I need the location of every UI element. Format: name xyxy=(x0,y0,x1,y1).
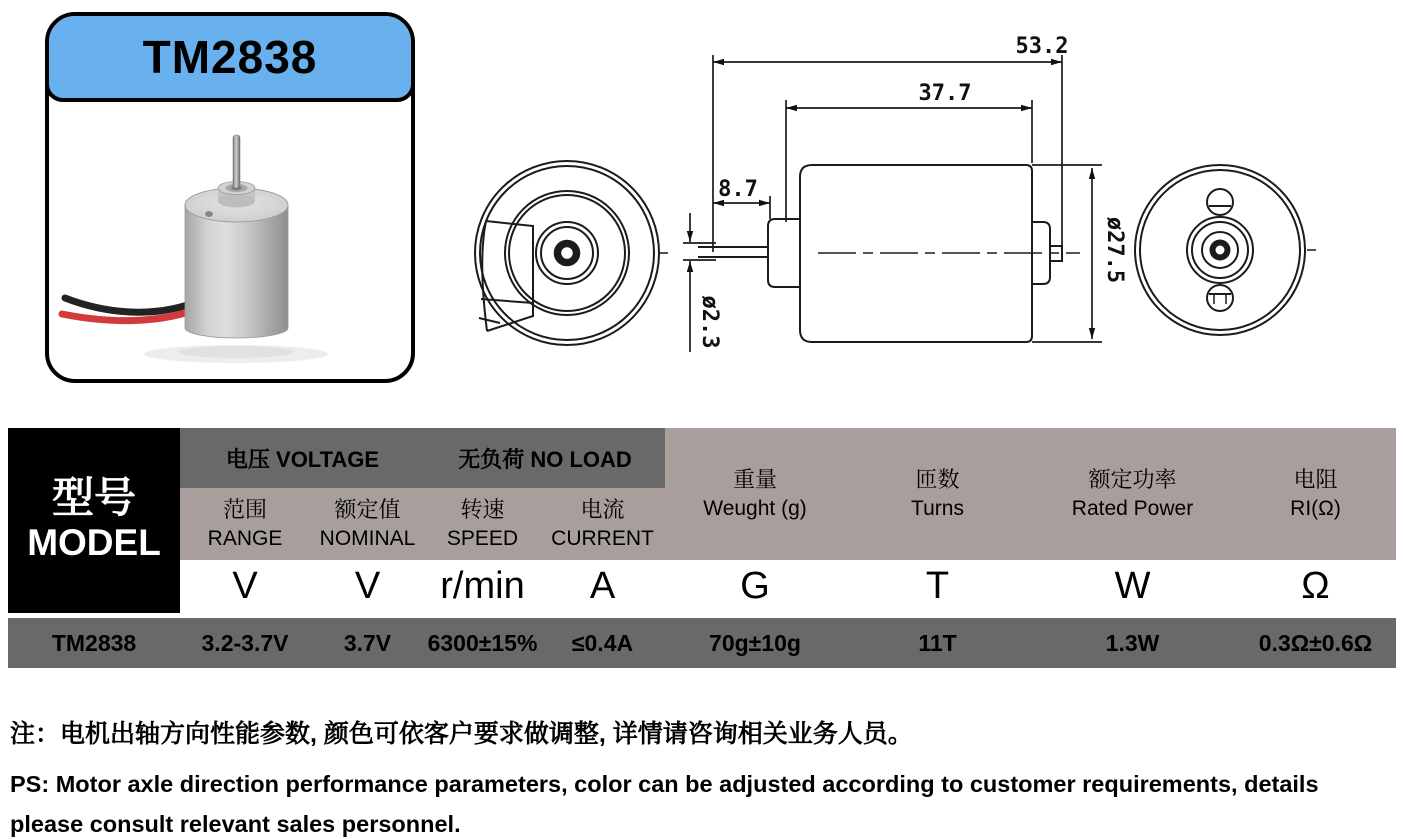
motor-body xyxy=(185,205,288,338)
motor-photo xyxy=(49,102,411,379)
cell-current: ≤0.4A xyxy=(571,629,634,656)
dim-body-length: 37.7 xyxy=(918,81,972,106)
note-english-line2: please consult relevant sales personnel. xyxy=(10,811,461,837)
front-view-drawing xyxy=(475,161,668,345)
dim-body-diameter: ø27.5 xyxy=(1102,216,1127,284)
unit-weight: G xyxy=(740,565,770,607)
dim-shaft-length: 8.7 xyxy=(718,177,758,202)
col-header-range: 范围 RANGE xyxy=(207,496,283,550)
note-english-line1: PS: Motor axle direction performance parameters, color can be adjusted according to customer requirements, details xyxy=(10,771,1319,797)
model-header-cn: 型号 xyxy=(51,474,136,522)
unit-rated-power: W xyxy=(1114,565,1151,607)
col-header-rated-power: 额定功率 Rated Power xyxy=(1071,466,1194,520)
model-title: TM2838 xyxy=(142,31,318,83)
model-header-en: MODEL xyxy=(27,522,161,564)
dim-total-length: 53.2 xyxy=(1015,34,1069,59)
col-header-weight: 重量 Weught (g) xyxy=(703,466,807,520)
cell-turns: 11T xyxy=(918,629,957,656)
cell-nominal: 3.7V xyxy=(343,629,392,656)
dim-shaft-diameter: ø2.3 xyxy=(697,295,722,349)
cell-resistance: 0.3Ω±0.6Ω xyxy=(1258,629,1373,656)
unit-range: V xyxy=(232,565,258,607)
black-wire xyxy=(65,298,201,312)
unit-current: A xyxy=(589,565,616,607)
cell-model: TM2838 xyxy=(51,629,137,656)
card-header xyxy=(45,12,415,102)
unit-nominal: V xyxy=(354,565,381,607)
spec-table xyxy=(8,428,1396,668)
unit-resistance: Ω xyxy=(1301,565,1330,607)
cell-speed: 6300±15% xyxy=(427,629,538,656)
cell-weight: 70g±10g xyxy=(709,629,801,656)
unit-turns: T xyxy=(925,565,950,607)
note-chinese: 注：电机出轴方向性能参数, 颜色可依客户要求做调整, 详情请咨询相关业务人员。 xyxy=(10,720,913,748)
col-header-current: 电流 CURRENT xyxy=(551,496,654,550)
col-header-speed: 转速 SPEED xyxy=(446,496,519,550)
noload-group-header: 无负荷 NO LOAD xyxy=(458,446,632,472)
cell-rated-power: 1.3W xyxy=(1105,629,1160,656)
vent-hole xyxy=(206,212,213,217)
note-english xyxy=(10,764,1400,839)
col-header-resistance: 电阻 RI(Ω) xyxy=(1290,466,1341,520)
motor-shaft xyxy=(233,135,240,188)
col-header-nominal: 额定值 NOMINAL xyxy=(319,496,416,550)
technical-drawing xyxy=(440,10,1404,420)
rear-view-drawing xyxy=(1135,165,1316,335)
unit-speed: r/min xyxy=(440,565,525,607)
product-card xyxy=(45,12,415,383)
motor-photo-image xyxy=(49,102,411,379)
dimension-lines xyxy=(683,55,1102,352)
voltage-group-header: 电压 VOLTAGE xyxy=(225,446,380,472)
col-header-turns: 匝数 Turns xyxy=(911,466,964,520)
cell-range: 3.2-3.7V xyxy=(201,629,289,656)
model-header-cell xyxy=(8,428,180,613)
